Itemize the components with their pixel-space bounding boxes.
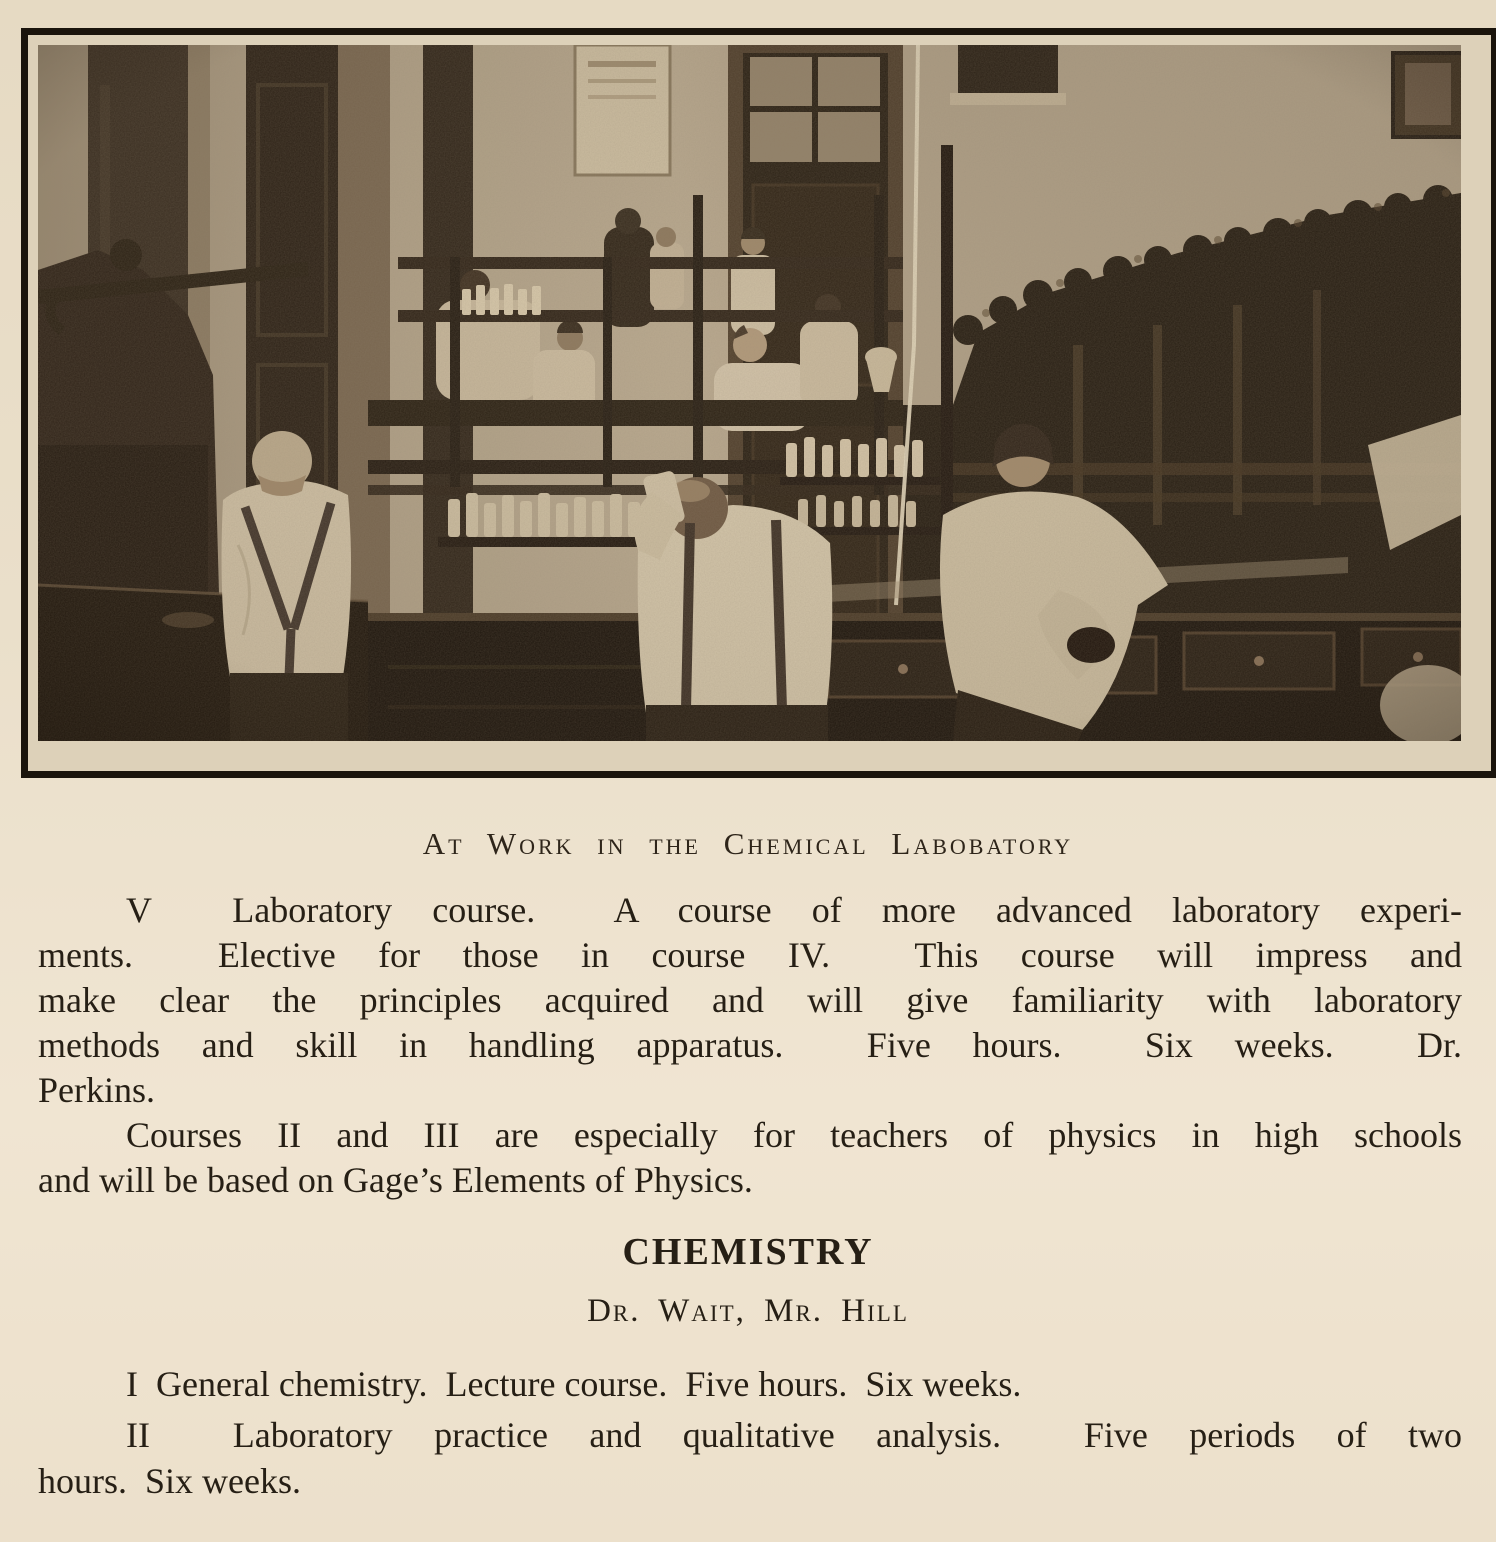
paragraph-course-ii bbox=[38, 1412, 1462, 1504]
section-heading-chemistry: CHEMISTRY bbox=[622, 1231, 874, 1273]
text-line: I General chemistry. Lecture course. Five hours. Six weeks. bbox=[126, 1364, 1022, 1404]
laboratory-photo-illustration bbox=[38, 45, 1461, 741]
text-line: ments. Elective for those in course IV. This course will impress and bbox=[38, 935, 1462, 975]
text-line: II Laboratory practice and qualitative analysis. Five periods of two bbox=[126, 1415, 1462, 1455]
text-line: and will be based on Gage’s Elements of Physics. bbox=[38, 1160, 753, 1200]
paragraph-courses-note bbox=[38, 1113, 1462, 1203]
photo-caption: At Work in the Chemical Labobatory bbox=[422, 826, 1074, 861]
text-line: make clear the principles acquired and will give familiarity with laboratory bbox=[38, 980, 1462, 1020]
text-line: V Laboratory course. A course of more advanced laboratory experi- bbox=[126, 890, 1462, 930]
photo-grain-overlay bbox=[38, 45, 1461, 741]
instructors-line: Dr. Wait, Mr. Hill bbox=[587, 1293, 909, 1329]
text-line: hours. Six weeks. bbox=[38, 1461, 301, 1501]
paragraph-course-v bbox=[38, 888, 1462, 1113]
text-line: Perkins. bbox=[38, 1070, 155, 1110]
text-line: Courses II and III are especially for teachers of physics in high schools bbox=[126, 1115, 1462, 1155]
laboratory-photograph bbox=[21, 28, 1496, 778]
paragraph-course-i bbox=[38, 1362, 1462, 1407]
text-line: methods and skill in handling apparatus. Five hours. Six weeks. Dr. bbox=[38, 1025, 1462, 1065]
